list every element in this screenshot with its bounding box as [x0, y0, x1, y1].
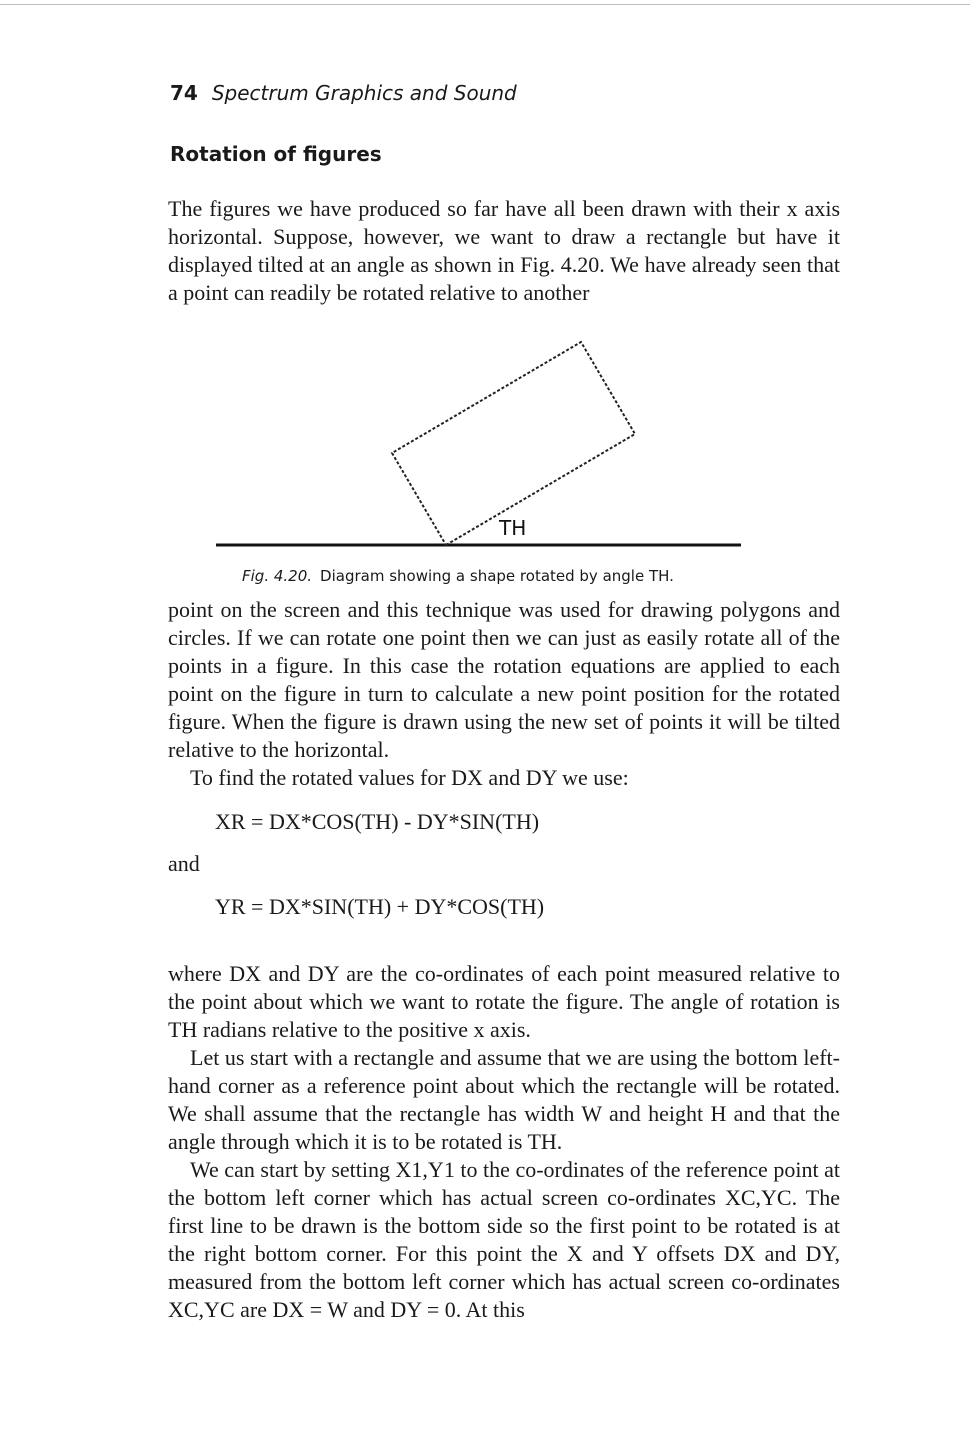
angle-label: TH	[499, 516, 527, 540]
paragraph-find-values: To find the rotated values for DX and DY we use:	[190, 765, 629, 790]
top-rule	[0, 4, 970, 5]
paragraph-start: We can start by setting X1,Y1 to the co-ordinates of the reference point at the bottom left corner which has actual screen co-ordinates XC,YC. The first line to be drawn is the bottom side so the first point to be rotated is at the right bottom corner. For this point the X and Y offsets DX and DY, measured from the bottom left corner which has actual screen co-ordinates XC,YC are DX = W and DY = 0. At this	[168, 1157, 840, 1322]
rotated-rectangle	[392, 342, 635, 545]
figure-rotated-rectangle	[214, 338, 744, 556]
paragraph-intro: The figures we have produced so far have all been drawn with their x axis horizontal. Suppose, however, we want to draw a rectangle but have it displayed tilted at an angle as shown in Fig. 4.20. We have already seen that a point can readily be rotated relative to another	[168, 196, 840, 305]
figure-caption	[242, 566, 674, 586]
caption-text: Diagram showing a shape rotated by angle TH.	[320, 567, 674, 585]
running-header	[170, 80, 517, 106]
paragraph-where: where DX and DY are the co-ordinates of each point measured relative to the point about which we want to rotate the figure. The angle of rotation is TH radians relative to the positive x axis.	[168, 961, 840, 1042]
running-title: Spectrum Graphics and Sound	[211, 81, 517, 105]
section-heading: Rotation of figures	[170, 142, 382, 166]
rotated-rectangle-diagram	[214, 338, 744, 556]
caption-label: Fig. 4.20.	[242, 567, 313, 585]
equation-connector: and	[168, 851, 200, 876]
paragraph-rectangle: Let us start with a rectangle and assume that we are using the bottom left-hand corner as a reference point about which the rectangle will be rotated. We shall assume that the rectangle has width W and height H and that the angle through which it is to be rotated is TH.	[168, 1045, 840, 1154]
page-number: 74	[170, 81, 198, 105]
paragraph-rotation: point on the screen and this technique was used for drawing polygons and circles. If we can rotate one point then we can just as easily rotate all of the points in a figure. In this case the rotation equations are applied to each point on the figure in turn to calculate a new point position for the rotated figure. When the figure is drawn using the new set of points it will be tilted relative to the horizontal.	[168, 597, 840, 762]
equation-xr: XR = DX*COS(TH) - DY*SIN(TH)	[215, 809, 540, 834]
equation-yr: YR = DX*SIN(TH) + DY*COS(TH)	[215, 894, 545, 919]
